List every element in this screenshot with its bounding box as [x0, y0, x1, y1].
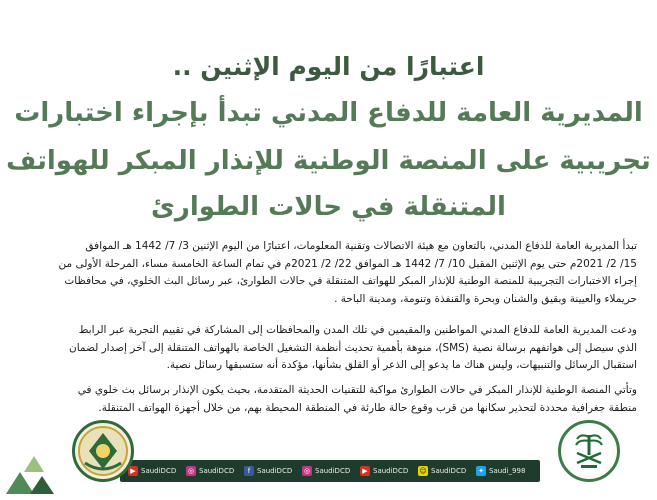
twitter-icon: ✦ — [476, 466, 486, 476]
decor-triangle-icon — [30, 476, 54, 494]
paragraph-1-line-3: إجراء الاختبارات التجريبية للمنصة الوطنية للإنذار المبكر للهواتف المتنقلة في حالات الطوارئ، عبر رسائل البث الخلوي، في محافظات — [64, 275, 637, 287]
paragraph-3-line-2: منطقة جغرافية محددة لتحذير سكانها من قرب وقوع حالة طارئة في المنطقة المحيطة بهم، من خلال أجهزة الهواتف المتنقلة. — [98, 401, 637, 414]
palm-swords-emblem-icon — [561, 423, 617, 479]
civil-defense-logo — [72, 420, 134, 482]
facebook-icon: f — [244, 466, 254, 476]
handle-label: SaudiDCD — [141, 467, 177, 475]
handle-label: SaudiDCD — [199, 467, 235, 475]
civil-defense-emblem-icon — [75, 423, 131, 479]
handle-label: SaudiDCD — [315, 467, 351, 475]
handle-label: SaudiDCD — [431, 467, 467, 475]
social-handle-instagram[interactable] — [186, 463, 234, 479]
paragraph-2-line-1: ودعت المديرية العامة للدفاع المدني المواطنين والمقيمين في تلك المدن والمحافظات إلى المشاركة في تقييم التجربة عبر الرابط — [78, 324, 637, 336]
headline-line-3: تجريبية على المنصة الوطنية للإنذار المبكر للهواتف — [6, 146, 651, 176]
social-handle-instagram-2[interactable] — [302, 463, 350, 479]
paragraph-3-line-1: وتأتي المنصة الوطنية للإنذار المبكر في حالات الطوارئ مواكبة للتقنيات الحديثة المتقدمة، بحيث يكون الإنذار برسائل بث خلوي في — [77, 384, 637, 396]
social-handles-bar — [120, 460, 540, 482]
instagram-icon: ◎ — [303, 467, 311, 475]
paragraph-1 — [20, 238, 637, 308]
handle-label: Saudi_998 — [489, 467, 526, 475]
youtube-icon: ▶ — [360, 466, 370, 476]
social-handle-facebook[interactable] — [244, 463, 292, 479]
paragraph-1-line-4: حريملاء والعيينة وبقيق والشنان وبحرة والقنفذة وتنومة، ومدينة الباحة . — [334, 292, 637, 305]
instagram-icon: ◎ — [187, 467, 195, 475]
social-handle-snapchat[interactable] — [418, 463, 466, 479]
handle-label: SaudiDCD — [257, 467, 293, 475]
headline-line-2: المديرية العامة للدفاع المدني تبدأ بإجراء اختبارات — [14, 98, 643, 128]
headline-line-4: المتنقلة في حالات الطوارئ — [151, 192, 506, 222]
saudi-emblem-logo — [558, 420, 620, 482]
paragraph-1-line-2: 15/ 2/ 2021م حتى يوم الإثنين المقبل 10/ 7/ 1442 هـ الموافق 22/ 2/ 2021م في تمام الساعة الخامسة مساء، المرحلة الأولى من — [58, 257, 637, 270]
paragraph-2-line-2: الذي سيصل إلى هواتفهم برسالة نصية (SMS)، منوهة بأهمية تحديث أنظمة التشغيل الخاصة بالهواتف المتنقلة إلى آخر إصدار لضمان — [68, 341, 637, 354]
social-handle-youtube-2[interactable] — [360, 463, 408, 479]
headline-line-1: اعتبارًا من اليوم الإثنين .. — [172, 52, 485, 81]
paragraph-2 — [20, 322, 637, 375]
snapchat-icon: ☺ — [419, 467, 427, 475]
handle-label: SaudiDCD — [373, 467, 409, 475]
social-handle-twitter[interactable] — [476, 463, 525, 479]
decor-triangle-icon — [24, 456, 44, 472]
social-handle-youtube[interactable] — [128, 463, 176, 479]
paragraph-2-line-3: استقبال الرسائل والتنبيهات، وليس هناك ما يدعو إلى الذعر أو القلق بشأنها، مؤكدة أنه ستسبقها رسائل نصية. — [166, 359, 637, 371]
paragraph-3 — [20, 382, 637, 417]
youtube-icon: ▶ — [128, 466, 138, 476]
paragraph-1-line-1: تبدأ المديرية العامة للدفاع المدني، بالتعاون مع هيئة الاتصالات وتقنية المعلومات، اعتبارًا من اليوم الإثنين 3/ 7/ 1442 هـ الموافق — [85, 240, 637, 252]
